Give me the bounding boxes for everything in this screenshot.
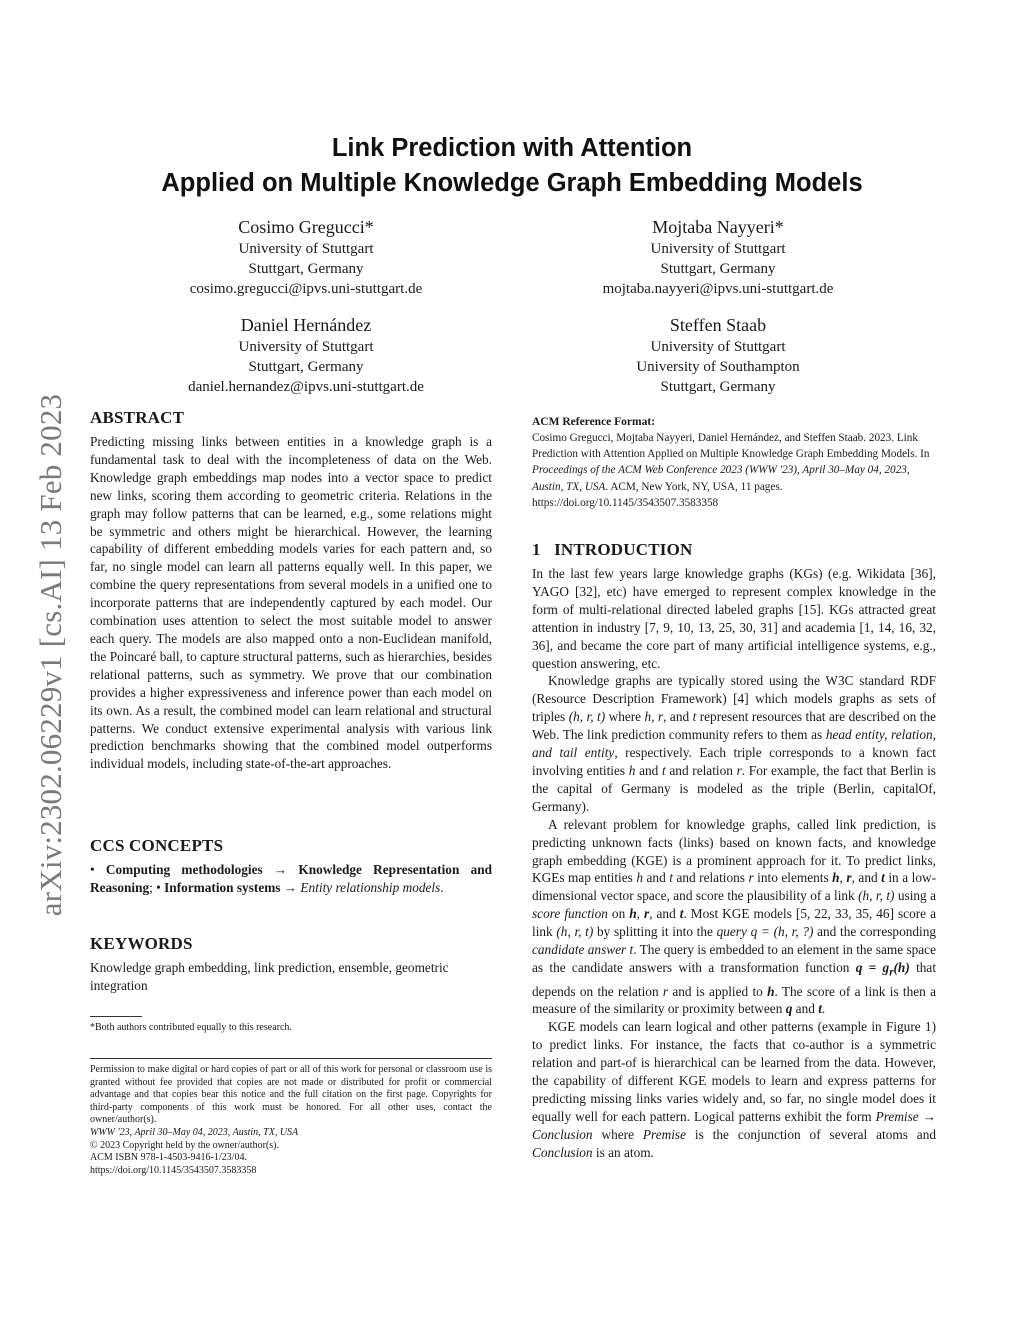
introduction-heading [532, 540, 692, 560]
ccs-term-knowledge-representation: Knowledge Representation and Reasoning [90, 862, 493, 895]
footnote-text: *Both authors contributed equally to this research. [90, 1022, 292, 1033]
abstract-text: Predicting missing links between entities in a knowledge graph is a fundamental task to deal with the incompleteness of data on the Web. Knowledge graph embeddings map nodes into a vector space to predict new links, scoring them according to geometric criteria. Relations in the graph may follow patterns that can be learned, e.g., some relations might be symmetric and others might be hierarchical. However, the learning capability of different embedding models varies for each pattern and, so far, no single model can learn all patterns equally well. In this paper, we combine the query representations from several models in a unified one to incorporate patterns that are independently captured by each model. Our combination uses attention to select the most suitable model to answer each query. The models are also mapped onto a non-Euclidean manifold, the Poincaré ball, to capture structural patterns, such as hierarchies, besides relational patterns, such as symmetry. We prove that our combination provides a higher expressiveness and inference power than each model on its own. As a result, the combined model can learn relational and structural patterns. We conduct extensive experimental analysis with various link prediction benchmarks showing that the combined model outperforms individual models, including state-of-the-art approaches. [90, 434, 492, 772]
doi-link[interactable]: https://doi.org/10.1145/3543507.3583358 [90, 1164, 257, 1176]
author-email: mojtaba.nayyeri@ipvs.uni-stuttgart.de [602, 281, 834, 297]
section-number: 1 [532, 540, 541, 559]
paper-title-line-1: Link Prediction with Attention [331, 134, 693, 162]
keywords-heading: KEYWORDS [90, 934, 193, 953]
acm-reference-authors: Cosimo Gregucci, Mojtaba Nayyeri, Daniel Hernández, and Steffen Staab. 2023. Link Prediction with Attention Applied on Multiple Knowledge Graph Embedding Models. In [532, 432, 930, 461]
ccs-concepts-text [90, 861, 492, 897]
author-name: Cosimo Gregucci* [238, 217, 374, 237]
author-affiliation: University of Stuttgart [650, 339, 786, 355]
ccs-concepts-heading: CCS CONCEPTS [90, 836, 224, 855]
author-name: Mojtaba Nayyeri* [652, 217, 784, 237]
acm-reference-tail: . ACM, New York, NY, USA, 11 pages. https://doi.org/10.1145/3543507.3583358 [532, 480, 783, 509]
arrow-icon: → [273, 862, 288, 877]
keywords-text: Knowledge graph embedding, link prediction, ensemble, geometric integration [90, 960, 449, 993]
ccs-bullet: • [156, 879, 161, 895]
author-affiliation: University of Stuttgart [650, 241, 786, 257]
ccs-bullet: • [90, 862, 95, 877]
intro-paragraph-1: In the last few years large knowledge graphs (KGs) (e.g. Wikidata [36], YAGO [32], etc) have emerged to represent complex knowledge in the form of multi-relational directed labeled graphs [15]. KGs attracted great attention in industry [7, 9, 10, 13, 25, 30, 31] and academia [1, 14, 16, 32, 36], and became the core part of many artificial intelligence systems, e.g., question answering, etc. [532, 566, 936, 671]
ccs-term-computing: Computing methodologies [105, 862, 263, 877]
copyright-text: © 2023 Copyright held by the owner/author(s). [90, 1139, 279, 1151]
intro-paragraph-2: Knowledge graphs are typically stored using the W3C standard RDF (Resource Description Framework) [4] which models graphs as sets of triples (h, r, t) where h, r, and t represent resources that are described on the Web. The link prediction community refers to them as head entity, relation, and tail entity, respectively. Each triple corresponds to a known fact involving entities h and t and relation r. For example, the fact that Berlin is the capital of Germany is modeled as the triple (Berlin, capitalOf, Germany). [532, 673, 937, 814]
author-block-hernandez [96, 313, 516, 397]
ccs-term-information-systems: Information systems [164, 879, 281, 895]
ccs-term-entity-relationship: Entity relationship models [300, 879, 441, 895]
arrow-icon: → [283, 879, 298, 895]
ccs-period: . [440, 879, 444, 895]
author-email: daniel.hernandez@ipvs.uni-stuttgart.de [188, 379, 424, 395]
isbn-text: ACM ISBN 978-1-4503-9416-1/23/04. [90, 1152, 247, 1164]
author-location: Stuttgart, Germany [248, 261, 364, 277]
author-affiliation: University of Stuttgart [238, 241, 374, 257]
acm-reference-block [532, 414, 936, 511]
permission-block [90, 1064, 492, 1177]
author-location: Stuttgart, Germany [660, 379, 776, 395]
permission-text: Permission to make digital or hard copies of part or all of this work for personal or classroom use is granted without fee provided that copies are not made or distributed for profit or commercial advantage and that copies bear this notice and the full citation on the first page. Copyrights for third-party components of this work must be honored. For all other uses, contact the owner/author(s). [90, 1064, 492, 1126]
author-affiliation: University of Stuttgart [238, 339, 374, 355]
introduction-body [532, 565, 936, 1162]
author-block-staab [508, 313, 928, 397]
author-email: cosimo.gregucci@ipvs.uni-stuttgart.de [189, 281, 423, 297]
acm-reference-heading: ACM Reference Format: [532, 416, 656, 428]
footnote-divider [90, 1016, 142, 1017]
permission-divider [90, 1058, 492, 1059]
ccs-separator: ; [149, 879, 153, 895]
arxiv-identifier: arXiv:2302.06229v1 [cs.AI] 13 Feb 2023 [33, 393, 69, 917]
acm-reference-proceedings: Proceedings of the ACM Web Conference 2023 (WWW '23), April 30–May 04, 2023, Austin, TX, USA [532, 464, 910, 493]
intro-paragraph-4: KGE models can learn logical and other patterns (example in Figure 1) to predict links. For instance, the facts that co-author is a symmetric relation and part-of is hierarchical can be learned from the data. However, the capability of different KGE models to learn and express patterns for predicting missing links varies widely and, so far, no single model does it equally well for each pattern. Logical patterns exhibit the form Premise → Conclusion where Premise is the conjunction of several atoms and Conclusion is an atom. [532, 1019, 936, 1160]
paper-title-line-2: Applied on Multiple Knowledge Graph Embedding Models [161, 169, 863, 197]
section-title: INTRODUCTION [554, 540, 693, 559]
arxiv-sidebar-stamp [28, 365, 74, 945]
acm-reference-text [532, 430, 936, 511]
author-name: Steffen Staab [669, 315, 767, 335]
author-name: Daniel Hernández [240, 315, 372, 335]
intro-paragraph-3: A relevant problem for knowledge graphs, called link prediction, is predicting unknown facts (links) based on known facts, and knowledge graph embedding (KGE) is a prominent approach for it. To predict links, KGEs map entities h and t and relations r into elements h, r, and t in a low-dimensional vector space, and score the plausibility of a link (h, r, t) using a score function on h, r, and t. Most KGE models [5, 22, 33, 35, 46] score a link (h, r, t) by splitting it into the query q = (h, r, ?) and the corresponding candidate answer t. The query is embedded to an element in the same space as the candidate answers with a transformation function $q = g_r(h)$ that depends on the relation r and is applied to h. The score of a link is then a measure of the similarity or proximity between q and t. [532, 816, 937, 1017]
author-block-nayyeri [508, 215, 928, 299]
author-block-gregucci [96, 215, 516, 299]
author-affiliation-2: University of Southampton [636, 359, 800, 375]
abstract-heading: ABSTRACT [90, 408, 185, 427]
author-location: Stuttgart, Germany [248, 359, 364, 375]
venue-text: WWW '23, April 30–May 04, 2023, Austin, TX, USA [90, 1126, 299, 1138]
author-location: Stuttgart, Germany [660, 261, 776, 277]
